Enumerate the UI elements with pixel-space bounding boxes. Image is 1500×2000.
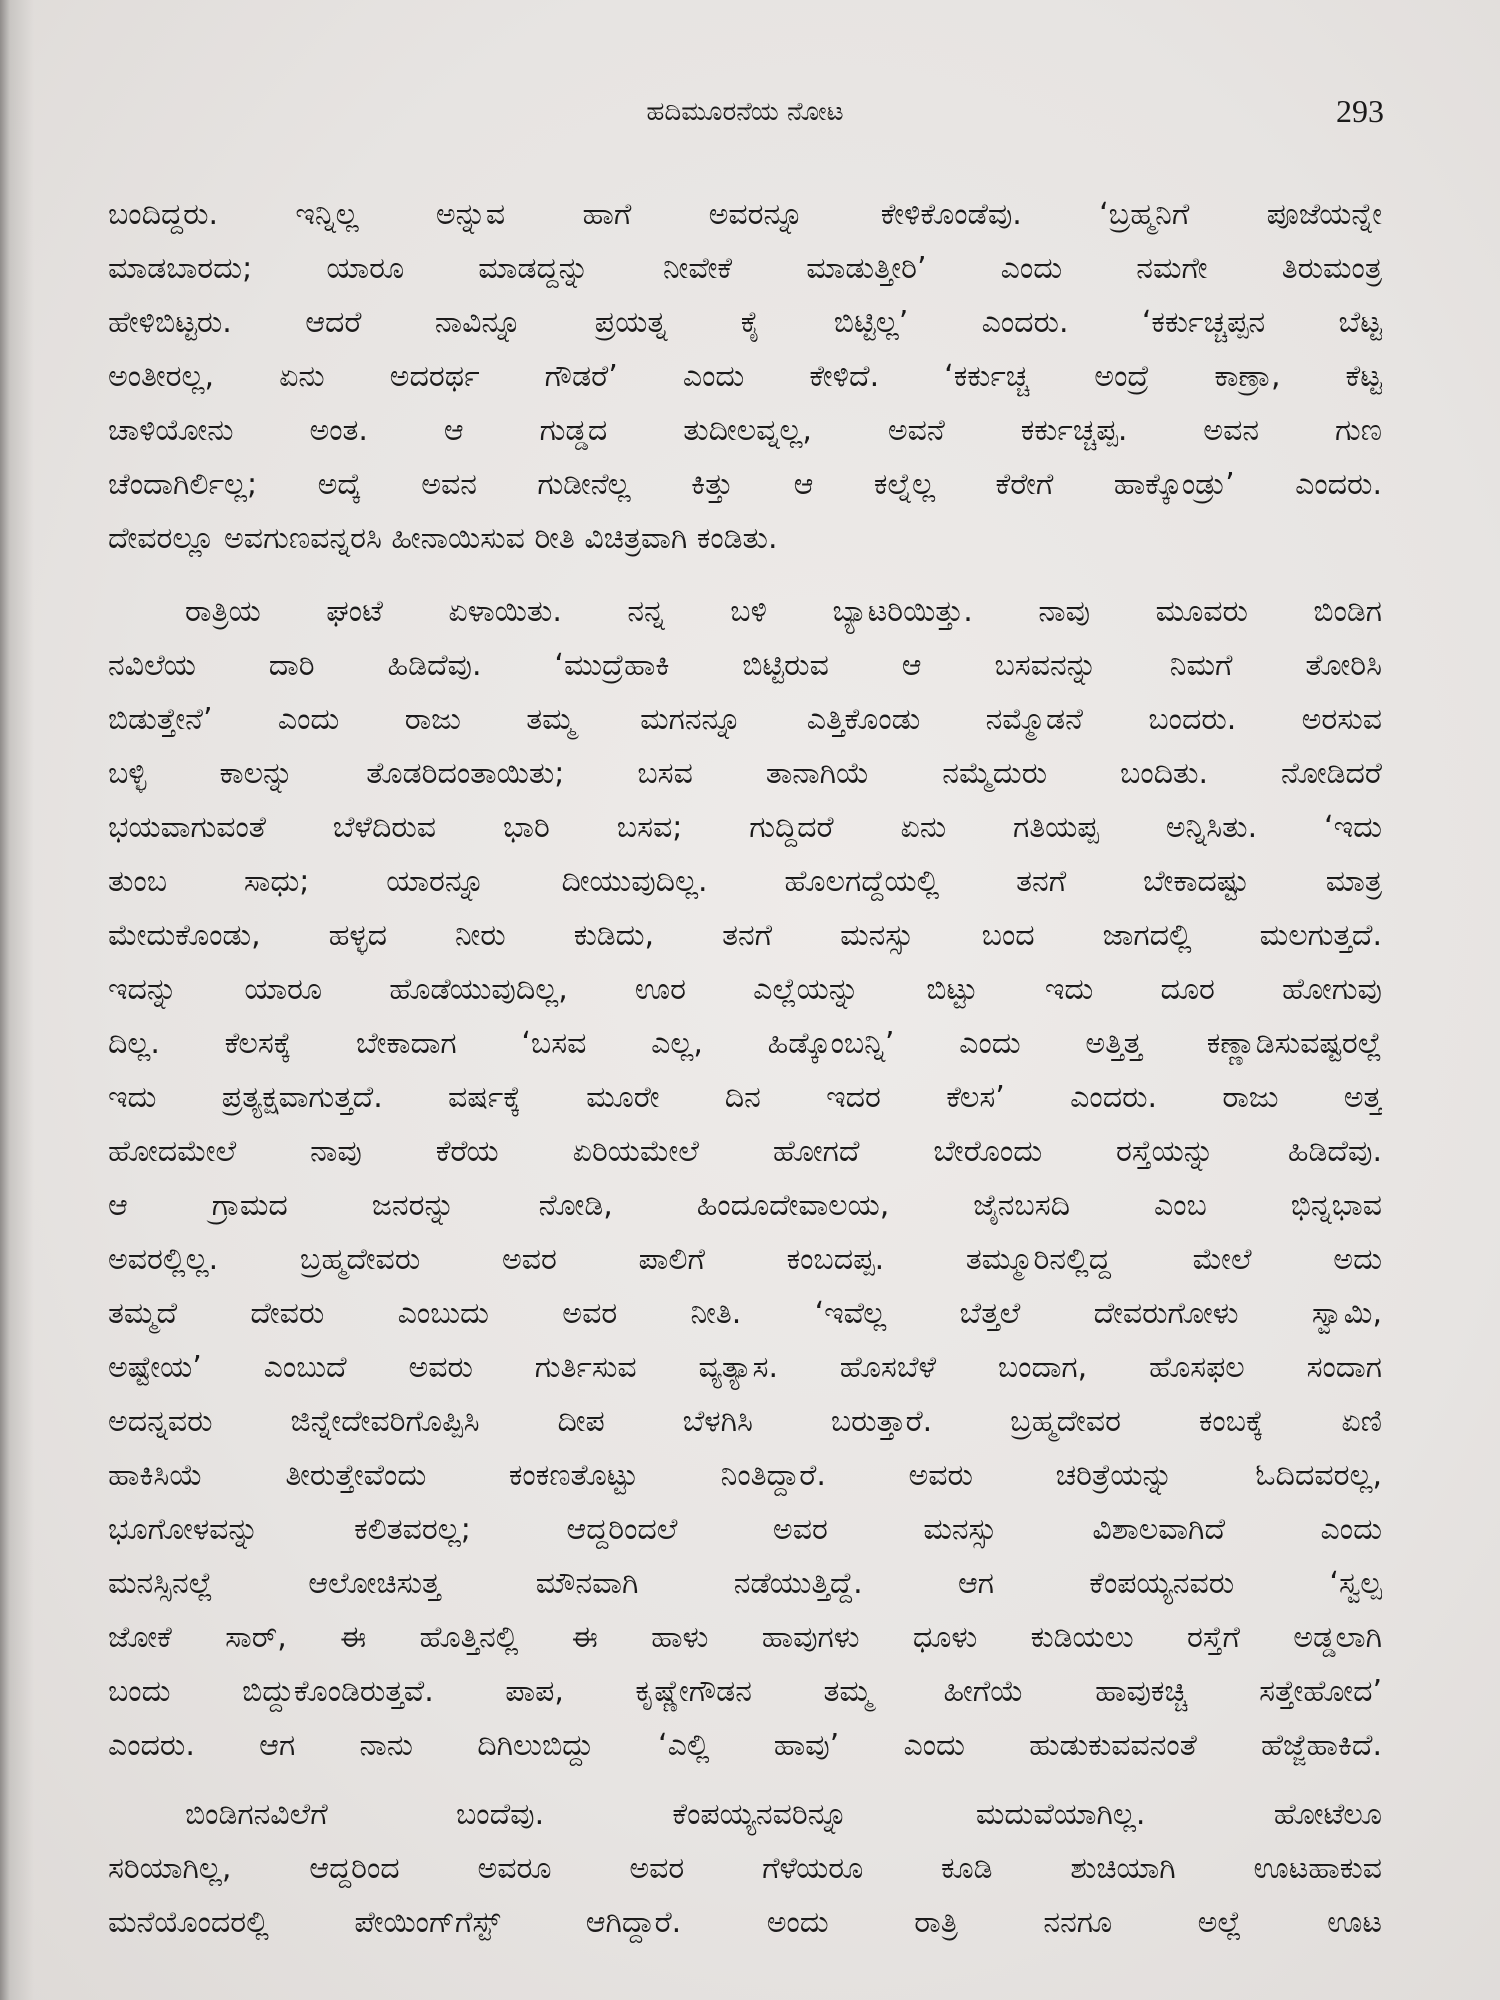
text-line — [108, 747, 1382, 801]
text-line-content: ಎಂದರು. ಆಗ ನಾನು ದಿಗಿಲುಬಿದ್ದು ‘ಎಲ್ಲಿ ಹಾವು’ ಎಂದು ಹುಡುಕುವವನಂತೆ ಹೆಜ್ಜೆಹಾಕಿದೆ. — [108, 1728, 1382, 1763]
text-line-content: ಅವರಲ್ಲಿಲ್ಲ. ಬ್ರಹ್ಮದೇವರು ಅವರ ಪಾಲಿಗೆ ಕಂಬದಪ್ಪ. ತಮ್ಮೂರಿನಲ್ಲಿದ್ದ ಮೇಲೆ ಅದು — [108, 1242, 1382, 1277]
text-line-content: ತುಂಬ ಸಾಧು; ಯಾರನ್ನೂ ದೀಯುವುದಿಲ್ಲ. ಹೊಲಗದ್ದೆಯಲ್ಲಿ ತನಗೆ ಬೇಕಾದಷ್ಟು ಮಾತ್ರ — [108, 864, 1382, 899]
text-line — [108, 1557, 1382, 1611]
text-line-content: ತಮ್ಮದೆ ದೇವರು ಎಂಬುದು ಅವರ ನೀತಿ. ‘ಇವೆಲ್ಲ ಬೆತ್ತಲೆ ದೇವರುಗೋಳು ಸ್ವಾಮಿ, — [108, 1296, 1382, 1331]
paragraph — [108, 585, 1382, 1773]
text-line-content: ರಾತ್ರಿಯ ಘಂಟೆ ಏಳಾಯಿತು. ನನ್ನ ಬಳಿ ಬ್ಯಾಟರಿಯಿತ್ತು. ನಾವು ಮೂವರು ಬಿಂಡಿಗ — [185, 594, 1382, 629]
text-line-content: ಬಂದು ಬಿದ್ದುಕೊಂಡಿರುತ್ತವೆ. ಪಾಪ, ಕೃಷ್ಣೇಗೌಡನ ತಮ್ಮ ಹೀಗೆಯೆ ಹಾವುಕಚ್ಚಿ ಸತ್ತೇಹೋದ’ — [108, 1674, 1382, 1709]
text-line-content: ಇದನ್ನು ಯಾರೂ ಹೊಡೆಯುವುದಿಲ್ಲ, ಊರ ಎಲ್ಲೆಯನ್ನು ಬಿಟ್ಟು ಇದು ದೂರ ಹೋಗುವು — [108, 972, 1382, 1007]
text-line-content: ಬಳ್ಳಿ ಕಾಲನ್ನು ತೊಡರಿದಂತಾಯಿತು; ಬಸವ ತಾನಾಗಿಯೆ ನಮ್ಮೆದುರು ಬಂದಿತು. ನೋಡಿದರೆ — [108, 756, 1382, 791]
text-line — [108, 1395, 1382, 1449]
text-line-content: ಮಾಡಬಾರದು; ಯಾರೂ ಮಾಡದ್ದನ್ನು ನೀವೇಕೆ ಮಾಡುತ್ತೀರಿ’ ಎಂದು ನಮಗೇ ತಿರುಮಂತ್ರ — [108, 251, 1382, 286]
text-line — [108, 639, 1382, 693]
text-line-content: ಹೇಳಿಬಿಟ್ಟರು. ಆದರೆ ನಾವಿನ್ನೂ ಪ್ರಯತ್ನ ಕೈ ಬಿಟ್ಟಿಲ್ಲ’ ಎಂದರು. ‘ಕರ್ಕುಚ್ಚಪ್ಪನ ಬೆಟ್ಟ — [108, 305, 1382, 340]
text-line — [108, 693, 1382, 747]
text-line — [108, 1233, 1382, 1287]
text-line-content: ಸರಿಯಾಗಿಲ್ಲ, ಆದ್ದರಿಂದ ಅವರೂ ಅವರ ಗೆಳೆಯರೂ ಕೂಡಿ ಶುಚಿಯಾಗಿ ಊಟಹಾಕುವ — [108, 1851, 1382, 1886]
text-line-content: ಚೆಂದಾಗಿರ್ಲಿಲ್ಲ; ಅದ್ಕೆ ಅವನ ಗುಡೀನೆಲ್ಲ ಕಿತ್ತು ಆ ಕಲ್ನೆಲ್ಲ ಕೆರೇಗೆ ಹಾಕ್ಕೊಂಡ್ರು’ ಎಂದರು. — [108, 467, 1382, 502]
text-line-content: ಬಿಡುತ್ತೇನೆ’ ಎಂದು ರಾಜು ತಮ್ಮ ಮಗನನ್ನೂ ಎತ್ತಿಕೊಂಡು ನಮ್ಮೊಡನೆ ಬಂದರು. ಅರಸುವ — [108, 702, 1382, 737]
text-line — [108, 350, 1382, 404]
text-line-content: ಬಿಂಡಿಗನವಿಲೆಗೆ ಬಂದೆವು. ಕೆಂಪಯ್ಯನವರಿನ್ನೂ ಮದುವೆಯಾಗಿಲ್ಲ. ಹೋಟೆಲೂ — [185, 1797, 1382, 1832]
text-line — [108, 1611, 1382, 1665]
text-line-content: ಮನಸ್ಸಿನಲ್ಲೆ ಆಲೋಚಿಸುತ್ತ ಮೌನವಾಗಿ ನಡೆಯುತ್ತಿದ್ದೆ. ಆಗ ಕೆಂಪಯ್ಯನವರು ‘ಸ್ವಲ್ಪ — [108, 1566, 1382, 1601]
page-number: 293 — [1336, 93, 1384, 129]
text-line — [108, 1842, 1382, 1896]
text-line — [108, 1179, 1382, 1233]
text-line — [108, 404, 1382, 458]
text-line — [108, 296, 1382, 350]
text-line-content: ಚಾಳಿಯೋನು ಅಂತ. ಆ ಗುಡ್ಡದ ತುದೀಲವ್ನಲ್ಲ, ಅವನೆ ಕರ್ಕುಚ್ಚಪ್ಪ. ಅವನ ಗುಣ — [108, 413, 1382, 448]
text-line — [108, 188, 1382, 242]
text-line — [108, 1503, 1382, 1557]
text-line-content: ಹೋದಮೇಲೆ ನಾವು ಕೆರೆಯ ಏರಿಯಮೇಲೆ ಹೋಗದೆ ಬೇರೊಂದು ರಸ್ತೆಯನ್ನು ಹಿಡಿದೆವು. — [108, 1134, 1382, 1169]
text-line — [108, 1341, 1382, 1395]
text-line — [108, 1125, 1382, 1179]
text-line — [108, 242, 1382, 296]
text-line-content: ಭೂಗೋಳವನ್ನು ಕಲಿತವರಲ್ಲ; ಆದ್ದರಿಂದಲೆ ಅವರ ಮನಸ್ಸು ವಿಶಾಲವಾಗಿದೆ ಎಂದು — [108, 1512, 1382, 1547]
text-line — [108, 1287, 1382, 1341]
text-line-content: ನವಿಲೆಯ ದಾರಿ ಹಿಡಿದೆವು. ‘ಮುದ್ರೆಹಾಕಿ ಬಿಟ್ಟಿರುವ ಆ ಬಸವನನ್ನು ನಿಮಗೆ ತೋರಿಸಿ — [108, 648, 1382, 683]
text-line-content: ಅಷ್ಟೇಯ’ ಎಂಬುದೆ ಅವರು ಗುರ್ತಿಸುವ ವ್ಯತ್ಯಾಸ. ಹೊಸಬೆಳೆ ಬಂದಾಗ, ಹೊಸಫಲ ಸಂದಾಗ — [108, 1350, 1382, 1385]
text-line-content: ಅಂತೀರಲ್ಲ, ಏನು ಅದರರ್ಥ ಗೌಡರೆ’ ಎಂದು ಕೇಳಿದೆ. ‘ಕರ್ಕುಚ್ಚ ಅಂದ್ರೆ ಕಾಣ್ರಾ, ಕೆಟ್ಟ — [108, 359, 1382, 394]
text-line-content: ಮೇದುಕೊಂಡು, ಹಳ್ಳದ ನೀರು ಕುಡಿದು, ತನಗೆ ಮನಸ್ಸು ಬಂದ ಜಾಗದಲ್ಲಿ ಮಲಗುತ್ತದೆ. — [108, 918, 1382, 953]
text-line — [108, 1719, 1382, 1773]
text-line-content: ಆ ಗ್ರಾಮದ ಜನರನ್ನು ನೋಡಿ, ಹಿಂದೂದೇವಾಲಯ, ಜೈನಬಸದಿ ಎಂಬ ಭಿನ್ನಭಾವ — [108, 1188, 1382, 1223]
text-line — [108, 512, 1382, 566]
text-line — [108, 1017, 1382, 1071]
text-line-content: ಹಾಕಿಸಿಯೆ ತೀರುತ್ತೇವೆಂದು ಕಂಕಣತೊಟ್ಟು ನಿಂತಿದ್ದಾರೆ. ಅವರು ಚರಿತ್ರೆಯನ್ನು ಓದಿದವರಲ್ಲ, — [108, 1458, 1382, 1493]
text-line — [108, 1071, 1382, 1125]
text-line — [108, 1665, 1382, 1719]
running-title: ಹದಿಮೂರನೆಯ ನೋಟ — [646, 97, 844, 127]
text-line-content: ಮನೆಯೊಂದರಲ್ಲಿ ಪೇಯಿಂಗ್‌ಗೆಸ್ಟ್ ಆಗಿದ್ದಾರೆ. ಅಂದು ರಾತ್ರಿ ನನಗೂ ಅಲ್ಲೆ ಊಟ — [108, 1905, 1382, 1940]
text-line — [108, 1788, 1382, 1842]
text-line-content: ಭಯವಾಗುವಂತೆ ಬೆಳೆದಿರುವ ಭಾರಿ ಬಸವ; ಗುದ್ದಿದರೆ ಏನು ಗತಿಯಪ್ಪ ಅನ್ನಿಸಿತು. ‘ಇದು — [108, 810, 1382, 845]
text-line — [108, 909, 1382, 963]
text-line — [108, 585, 1382, 639]
text-line — [108, 458, 1382, 512]
text-line-content: ಇದು ಪ್ರತ್ಯಕ್ಷವಾಗುತ್ತದೆ. ವರ್ಷಕ್ಕೆ ಮೂರೇ ದಿನ ಇದರ ಕೆಲಸ’ ಎಂದರು. ರಾಜು ಅತ್ತ — [108, 1080, 1382, 1115]
text-line-content: ಜೋಕೆ ಸಾರ್, ಈ ಹೊತ್ತಿನಲ್ಲಿ ಈ ಹಾಳು ಹಾವುಗಳು ಧೂಳು ಕುಡಿಯಲು ರಸ್ತೆಗೆ ಅಡ್ಡಲಾಗಿ — [108, 1620, 1382, 1655]
paragraph — [108, 188, 1382, 566]
text-line-content: ಬಂದಿದ್ದರು. ಇನ್ನಿಲ್ಲ ಅನ್ನುವ ಹಾಗೆ ಅವರನ್ನೂ ಕೇಳಿಕೊಂಡೆವು. ‘ಬ್ರಹ್ಮನಿಗೆ ಪೂಜೆಯನ್ನೇ — [108, 197, 1382, 232]
text-line — [108, 1449, 1382, 1503]
paragraph — [108, 1788, 1382, 1950]
text-line — [108, 855, 1382, 909]
text-line — [108, 1896, 1382, 1950]
text-line — [108, 801, 1382, 855]
text-line — [108, 963, 1382, 1017]
text-line-content: ಅದನ್ನವರು ಜಿನ್ನೇದೇವರಿಗೊಪ್ಪಿಸಿ ದೀಪ ಬೆಳಗಿಸಿ ಬರುತ್ತಾರೆ. ಬ್ರಹ್ಮದೇವರ ಕಂಬಕ್ಕೆ ಏಣಿ — [108, 1404, 1382, 1439]
text-line-content: ದಿಲ್ಲ. ಕೆಲಸಕ್ಕೆ ಬೇಕಾದಾಗ ‘ಬಸವ ಎಲ್ಲ, ಹಿಡ್ಕೊಂಬನ್ನಿ’ ಎಂದು ಅತ್ತಿತ್ತ ಕಣ್ಣಾಡಿಸುವಷ್ಟರಲ್ಲೆ — [108, 1026, 1382, 1061]
text-line-content: ದೇವರಲ್ಲೂ ಅವಗುಣವನ್ನರಸಿ ಹೀನಾಯಿಸುವ ರೀತಿ ವಿಚಿತ್ರವಾಗಿ ಕಂಡಿತು. — [108, 521, 778, 556]
